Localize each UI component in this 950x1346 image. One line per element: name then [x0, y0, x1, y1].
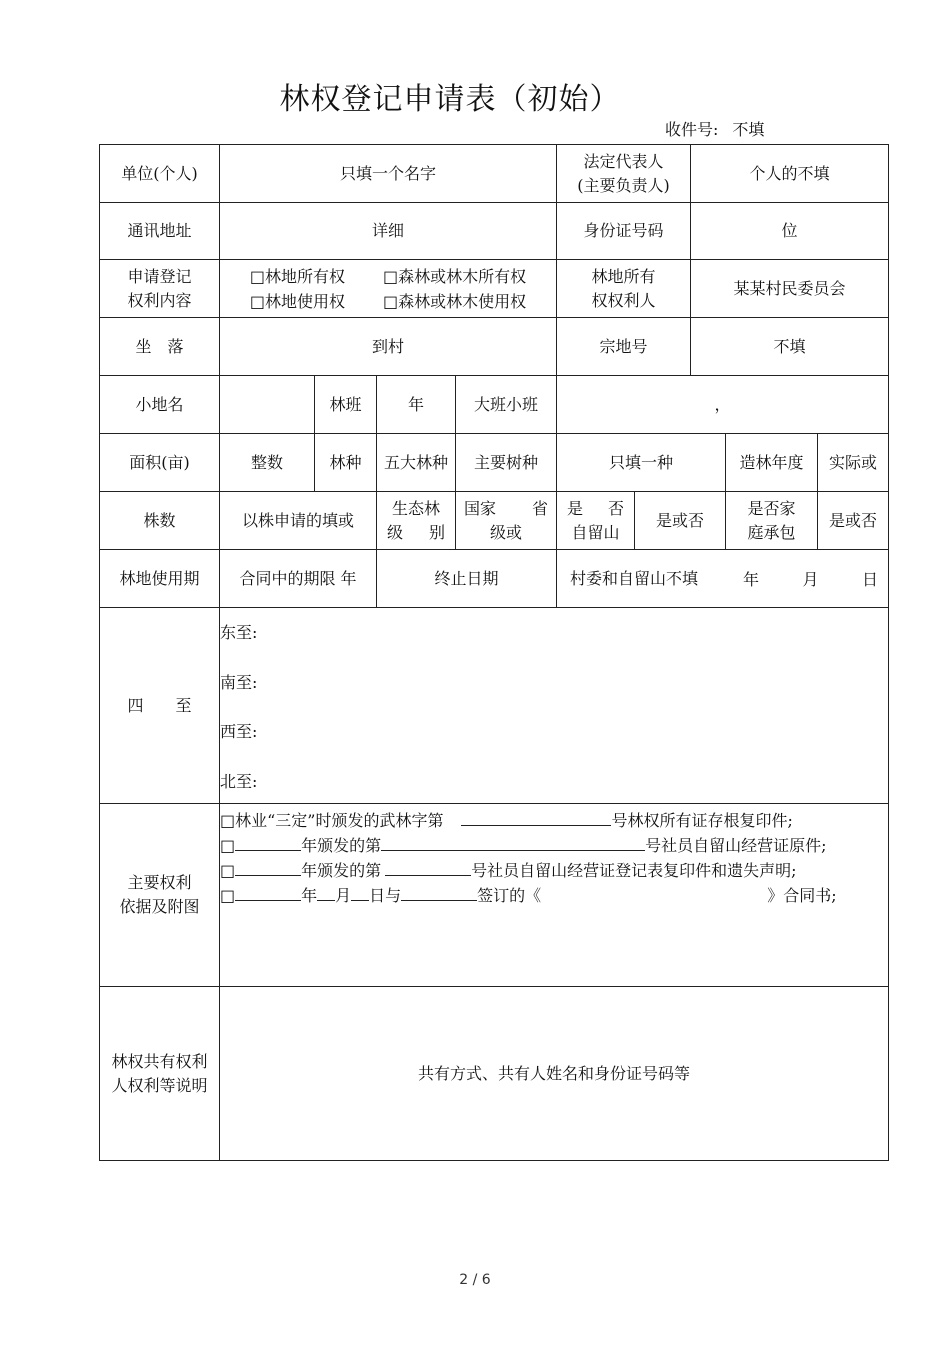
- rights-basis-label-line2: 依据及附图: [119, 897, 200, 916]
- subclass-value[interactable]: ，: [556, 375, 889, 434]
- blank-field[interactable]: [381, 834, 645, 851]
- land-owner-value[interactable]: 某某村民委员会: [690, 259, 889, 318]
- blank-field[interactable]: [351, 884, 369, 901]
- end-date-month: 月: [802, 570, 819, 589]
- shared-rights-label-line2: 人权利等说明: [111, 1075, 208, 1095]
- basis-line-4-signed: 签订的《: [477, 886, 542, 905]
- forest-type-value[interactable]: 五大林种: [376, 433, 456, 492]
- forest-type-label: 林种: [314, 433, 377, 492]
- rights-content-label: [99, 259, 220, 318]
- blank-field[interactable]: [317, 884, 335, 901]
- family-contract-value[interactable]: 是或否: [817, 491, 889, 550]
- shared-rights-label: [99, 986, 220, 1161]
- receipt-number: [665, 117, 764, 140]
- eco-forest-line1: 生态林: [391, 498, 440, 518]
- boundary-east: 东至:: [220, 623, 258, 642]
- stock-count-value[interactable]: 以株申请的填或: [219, 491, 377, 550]
- rights-basis-label: [99, 803, 220, 987]
- location-label: 坐 落: [99, 317, 220, 376]
- checkbox-land-ownership[interactable]: □林地所有权: [249, 266, 345, 286]
- private-hill-line1: [559, 497, 632, 521]
- page-number: 2 / 6: [459, 1272, 491, 1288]
- basis-line-3-end: 号社员自留山经营证登记表复印件和遗失声明;: [471, 861, 797, 880]
- rights-basis-label-line1: 主要权利: [127, 873, 192, 892]
- planting-year-label: 造林年度: [725, 433, 818, 492]
- provincial-text: 省: [531, 498, 548, 518]
- place-name-label: 小地名: [99, 375, 220, 434]
- family-contract-label: [725, 491, 818, 550]
- basis-line-2-end: 号社员自留山经营证原件;: [645, 836, 827, 855]
- receipt-value: 不填: [732, 120, 765, 139]
- basis-line-4-year: 年: [301, 886, 318, 905]
- basis-line-1-end: 号林权所有证存根复印件;: [611, 811, 793, 830]
- no-char: 否: [607, 498, 624, 518]
- boundaries-label: 四 至: [99, 607, 220, 804]
- yes-char: 是: [567, 498, 584, 518]
- place-name-value[interactable]: [219, 375, 315, 434]
- shared-rights-value[interactable]: 共有方式、共有人姓名和身份证号码等: [219, 986, 889, 1161]
- eco-forest-grade-label: [376, 491, 456, 550]
- legal-rep-label-line2: (主要负责人): [577, 175, 670, 195]
- family-contract-line1: 是否家: [747, 498, 796, 518]
- location-value[interactable]: 到村: [219, 317, 557, 376]
- checkbox-land-use[interactable]: □林地使用权: [249, 291, 345, 311]
- use-period-value[interactable]: 合同中的期限 年: [219, 549, 377, 608]
- basis-line-2-text: 年颁发的第: [301, 836, 382, 855]
- boundary-west: 西至:: [220, 722, 258, 741]
- blank-field[interactable]: [401, 884, 477, 901]
- end-date-day: 日: [861, 570, 878, 589]
- eco-category-char: 别: [428, 522, 445, 542]
- area-label: 面积(亩): [99, 433, 220, 492]
- forest-year-label: 年: [376, 375, 456, 434]
- basis-line-4-day: 日与: [369, 886, 402, 905]
- basis-line-1-text: □林业“三定”时颁发的武林字第: [220, 811, 444, 830]
- form-title: 林权登记申请表（初始）: [279, 82, 621, 117]
- blank-field[interactable]: [235, 834, 301, 851]
- id-number-label: 身份证号码: [556, 202, 691, 260]
- land-owner-label: [556, 259, 691, 318]
- blank-field[interactable]: [461, 809, 611, 826]
- family-contract-line2: 庭承包: [747, 522, 796, 542]
- checkbox-icon[interactable]: □: [220, 886, 236, 905]
- shared-rights-label-line1: 林权共有权利: [111, 1051, 208, 1071]
- end-date-year: 年: [743, 570, 760, 589]
- national-provincial-label: [455, 491, 557, 550]
- address-value[interactable]: 详细: [219, 202, 557, 260]
- basis-line-4-end: 》合同书;: [767, 886, 837, 905]
- stock-count-label: 株数: [99, 491, 220, 550]
- blank-field[interactable]: [385, 859, 471, 876]
- use-period-label: 林地使用期: [99, 549, 220, 608]
- unit-value[interactable]: 只填一个名字: [219, 144, 557, 203]
- basis-line-3: [220, 858, 797, 883]
- private-hill-line2: 自留山: [571, 522, 620, 542]
- basis-line-2: [220, 833, 827, 858]
- parcel-number-label: 宗地号: [556, 317, 691, 376]
- rights-content-label-line1: 申请登记: [127, 266, 192, 286]
- national-text: 国家: [464, 498, 497, 518]
- checkbox-forest-ownership[interactable]: □森林或林木所有权: [383, 266, 527, 286]
- planting-year-value[interactable]: 实际或: [817, 433, 889, 492]
- checkbox-forest-use[interactable]: □森林或林木使用权: [383, 291, 527, 311]
- unit-label: 单位(个人): [99, 144, 220, 203]
- id-number-value[interactable]: 位: [690, 202, 889, 260]
- parcel-number-value[interactable]: 不填: [690, 317, 889, 376]
- legal-rep-value[interactable]: 个人的不填: [690, 144, 889, 203]
- rights-content-options: [219, 259, 557, 318]
- boundary-north: 北至:: [220, 771, 258, 791]
- boundary-south: 南至:: [220, 672, 258, 692]
- land-owner-label-line1: 林地所有: [591, 266, 656, 286]
- checkbox-icon[interactable]: □: [220, 836, 236, 855]
- rights-content-label-line2: 权利内容: [127, 290, 192, 310]
- rights-basis-value[interactable]: [219, 803, 889, 987]
- address-label: 通讯地址: [99, 202, 220, 260]
- basis-line-3-text: 年颁发的第: [301, 861, 382, 880]
- national-provincial-line1: [458, 497, 554, 521]
- blank-field[interactable]: [235, 884, 301, 901]
- basis-line-4-month: 月: [335, 886, 352, 905]
- private-hill-label: [556, 491, 635, 550]
- end-date-note: 村委和自留山不填: [570, 568, 699, 588]
- area-value[interactable]: 整数: [219, 433, 315, 492]
- receipt-label: 收件号:: [665, 120, 719, 139]
- checkbox-icon[interactable]: □: [220, 861, 236, 880]
- end-date-label: 终止日期: [376, 549, 557, 608]
- main-tree-value[interactable]: 只填一种: [556, 433, 726, 492]
- basis-line-4: [220, 883, 837, 908]
- eco-grade-char: 级: [387, 522, 404, 542]
- legal-rep-label: [556, 144, 691, 203]
- land-owner-label-line2: 权权利人: [591, 290, 656, 310]
- boundaries-value[interactable]: [219, 607, 889, 804]
- end-date-ymd: [743, 567, 878, 590]
- legal-rep-label-line1: 法定代表人: [583, 151, 664, 171]
- private-hill-value[interactable]: 是或否: [634, 491, 726, 550]
- subclass-label: 大班小班: [455, 375, 557, 434]
- basis-line-1: [220, 808, 793, 833]
- forest-class-label: 林班: [314, 375, 377, 434]
- national-provincial-line2: 级或: [489, 522, 522, 542]
- blank-field[interactable]: [235, 859, 301, 876]
- main-tree-label: 主要树种: [455, 433, 557, 492]
- eco-forest-line2: [379, 521, 453, 545]
